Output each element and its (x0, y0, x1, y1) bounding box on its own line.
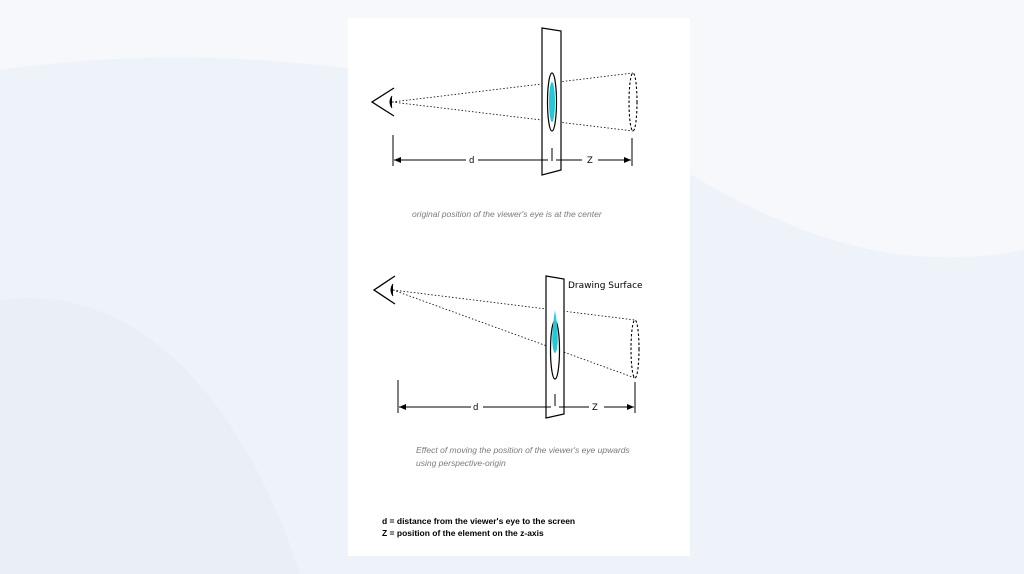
eye-icon (374, 276, 395, 304)
drawing-surface-label: Drawing Surface (568, 281, 643, 291)
z-label: Z (592, 403, 598, 413)
bottom-caption-line1: Effect of moving the position of the viewer's eye upwards (416, 445, 630, 455)
bottom-diagram (374, 276, 639, 418)
eye-icon (372, 88, 394, 116)
legend (382, 515, 575, 539)
z-label: Z (587, 156, 593, 166)
d-label: d (473, 403, 479, 413)
d-label: d (469, 156, 475, 166)
bottom-caption-line2: using perspective-origin (416, 458, 506, 468)
top-caption: original position of the viewer's eye is at the center (412, 209, 602, 219)
top-diagram (372, 28, 637, 175)
diagram-sheet (348, 18, 690, 556)
legend-d: d = distance from the viewer's eye to the screen (382, 516, 576, 526)
legend-z: Z = position of the element on the z-axis (382, 528, 544, 538)
